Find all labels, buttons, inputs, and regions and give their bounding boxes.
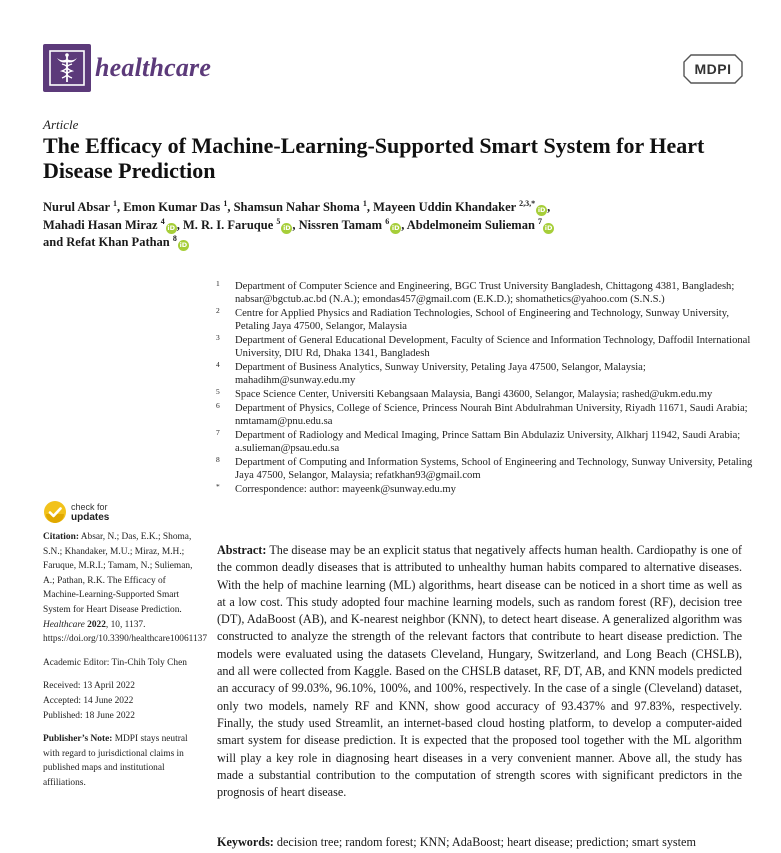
orcid-icon[interactable]: iD <box>391 223 400 232</box>
abstract-label: Abstract: <box>217 543 267 557</box>
affiliation-item <box>216 388 756 401</box>
affiliation-item <box>216 456 756 482</box>
citation-journal: Healthcare <box>43 619 85 630</box>
publisher-name: MDPI <box>694 61 732 77</box>
affiliation-text: Department of Radiology and Medical Imaging, Prince Sattam Bin Abdulaziz University, Alkharj 11942, Saudi Arabia; a.sulieman@psau.edu.sa <box>235 430 741 454</box>
publisher-note <box>43 732 201 790</box>
author-separator: , <box>366 200 374 214</box>
academic-editor: Academic Editor: Tin-Chih Toly Chen <box>43 657 187 668</box>
affiliation-number: 4 <box>216 360 220 369</box>
affiliation-item <box>216 307 756 333</box>
keywords-label: Keywords: <box>217 835 274 849</box>
keywords-text: decision tree; random forest; KNN; AdaBoost; heart disease; prediction; smart system <box>273 835 696 849</box>
affiliation-item <box>216 280 756 306</box>
author-separator: , <box>176 217 183 232</box>
keywords <box>217 834 757 850</box>
affiliation-number: 7 <box>216 428 220 437</box>
check-updates-label <box>71 502 109 523</box>
author-affiliation-sup: 4 <box>160 216 165 226</box>
author-name: and Refat Khan Pathan <box>43 235 173 249</box>
author-line <box>43 234 743 252</box>
citation <box>43 530 208 647</box>
affiliation-text: Department of Computing and Information Systems, School of Engineering and Technology, Sunway University, Petaling Jaya 47500, Selangor, Malaysia; refatkhan93@gmail.com <box>235 457 753 481</box>
dates <box>43 679 201 723</box>
author-separator: , <box>401 217 407 232</box>
publisher-note-text: MDPI stays neutral with regard to jurisdictional claims in published maps and institutional affiliations. <box>43 734 188 788</box>
abstract-text: The disease may be an explicit status that negatively affects human health. Cardiopathy is one of the common deadly diseases that is attributed to unhealthy human habits compared to alternative diseases. With the help of machine learning (ML) algorithms, heart disease can be noticed in a short time as well as at a low cost. This study adopted four machine learning models, such as random forest (RF), decision tree (DT), AdaBoost (AB), and K-nearest neighbor (KNN), to detect heart disease. A generalized algorithm was constructed to analyze the strength of the relevant factors that contribute to heart disease prediction. The models were evaluated using the datasets Cleveland, Hungary, Switzerland, and Long Beach (CHSLB), and all were collected from Kaggle. Based on the CHSLB dataset, RF, DT, AB, and KNN models predicted an accuracy of 99.03%, 96.10%, 100%, and 100%, respectively. In the case of a single (Cleveland) dataset, only two models, namely RF and KNN, show good accuracy of 93.437% and 97.83%, respectively. Finally, the study used Streamlit, an internet-based cloud hosting platform, to develop a computer-aided smart system for disease prediction. It is expected that the proposed tool together with the ML algorithm will play a key role in diagnosing heart diseases in a very convenient manner. Above all, the study has made a substantial contribution to the computation of strength scores with significant predictors in the prognosis of heart disease. <box>217 543 742 800</box>
publisher-logo <box>683 54 743 84</box>
journal-header <box>43 44 743 94</box>
received-date: Received: 13 April 2022 <box>43 681 135 692</box>
author-affiliation-sup: 1 <box>223 198 228 208</box>
affiliation-text: Space Science Center, Universiti Kebangsaan Malaysia, Bangi 43600, Selangor, Malaysia; rashed@ukm.edu.my <box>235 389 713 400</box>
check-updates-line1: check for <box>71 502 108 512</box>
orcid-icon[interactable]: iD <box>283 223 291 232</box>
affiliation-number: 5 <box>216 387 220 396</box>
affiliation-number: * <box>216 482 220 491</box>
article-type: Article <box>43 117 79 132</box>
author-name: Nissren Tamam <box>298 217 386 232</box>
citation-year: 2022 <box>84 619 106 630</box>
affiliation-list <box>216 280 756 497</box>
affiliation-item <box>216 402 756 428</box>
author-affiliation-sup: 1 <box>112 198 117 208</box>
paper-title: The Efficacy of Machine-Learning-Supported Smart System for Heart Disease Prediction <box>43 133 705 183</box>
affiliation-item <box>216 361 756 387</box>
accepted-date: Accepted: 14 June 2022 <box>43 695 134 706</box>
orcid-icon[interactable]: iD <box>544 223 553 232</box>
author-line <box>43 217 743 235</box>
author-name: Shamsun Nahar Shoma <box>233 200 363 214</box>
author-list <box>43 199 743 252</box>
affiliation-item <box>216 334 756 360</box>
orcid-icon[interactable]: iD <box>167 223 176 232</box>
abstract <box>217 542 742 801</box>
sidebar-info <box>43 530 208 800</box>
author-separator: , <box>292 217 299 232</box>
author-name: Mahadi Hasan Miraz <box>43 217 161 232</box>
author-separator: , <box>227 200 234 214</box>
affiliation-text: Centre for Applied Physics and Radiation Technologies, School of Engineering and Technology, Sunway University, Petaling Jaya 47500, Selangor, Malaysia <box>235 308 729 332</box>
affiliation-text: Correspondence: author: mayeenk@sunway.edu.my <box>235 484 456 495</box>
author-affiliation-sup: 8 <box>172 233 177 243</box>
author-name: Abdelmoneim Sulieman <box>406 217 539 232</box>
affiliation-text: Department of Physics, College of Science, Princess Nourah Bint Abdulrahman University, Riyadh 11671, Saudi Arabia; nmtamam@pnu.edu.sa <box>235 403 748 427</box>
orcid-icon[interactable]: iD <box>179 241 188 249</box>
affiliation-item <box>216 429 756 455</box>
affiliation-number: 2 <box>216 306 220 315</box>
author-affiliation-sup: 7 <box>538 216 543 226</box>
author-separator: , <box>116 200 124 214</box>
affiliation-text: Department of Business Analytics, Sunway University, Petaling Jaya 47500, Selangor, Malaysia; mahadihm@sunway.edu.my <box>235 362 646 386</box>
author-name: Emon Kumar Das <box>123 200 224 214</box>
author-affiliation-sup: 5 <box>276 216 281 226</box>
author-name: M. R. I. Faruque <box>182 217 277 232</box>
journal-name: healthcare <box>95 53 212 82</box>
publisher-note-label: Publisher’s Note: <box>43 734 113 745</box>
author-name: Mayeen Uddin Khandaker <box>373 200 520 214</box>
author-affiliation-sup: 2,3,* <box>519 198 536 208</box>
affiliation-number: 8 <box>216 455 220 464</box>
affiliation-text: Department of General Educational Development, Faculty of Science and Information Technology, Daffodil International University, DIU Rd, Dhaka 1341, Bangladesh <box>235 335 751 359</box>
author-affiliation-sup: 6 <box>385 216 390 226</box>
check-updates-line2: updates <box>71 512 110 523</box>
affiliation-number: 3 <box>216 333 220 342</box>
citation-label: Citation: <box>43 532 79 542</box>
author-separator: , <box>547 200 551 214</box>
author-name: Nurul Absar <box>43 200 113 214</box>
citation-text: Absar, N.; Das, E.K.; Shoma, S.N.; Khandaker, M.U.; Miraz, M.H.; Faruque, M.R.I.; Tamam, N.; Sulieman, A.; Pathan, R.K. The Efficacy of Machine-Learning-Supported Smart System for Heart Disease Prediction. <box>43 532 193 615</box>
author-affiliation-sup: 1 <box>362 198 367 208</box>
published-date: Published: 18 June 2022 <box>43 710 135 721</box>
check-updates-icon <box>43 500 67 524</box>
author-line <box>43 199 743 217</box>
affiliation-number: 1 <box>216 279 220 288</box>
check-for-updates-badge[interactable] <box>43 500 173 526</box>
affiliation-text: Department of Computer Science and Engineering, BGC Trust University Bangladesh, Chittagong 4381, Bangladesh; nabsar@bgctub.ac.bd (N.A.); emondas457@gmail.com (E.K.D.); shomathetics@yahoo.com (S.N.S.) <box>235 281 735 305</box>
affiliation-item <box>216 483 756 496</box>
citation-doi[interactable]: , 10, 1137. https://doi.org/10.3390/healthcare10061137 <box>43 619 208 645</box>
affiliation-number: 6 <box>216 401 220 410</box>
caduceus-icon <box>43 44 91 92</box>
orcid-icon[interactable]: iD <box>537 206 546 214</box>
